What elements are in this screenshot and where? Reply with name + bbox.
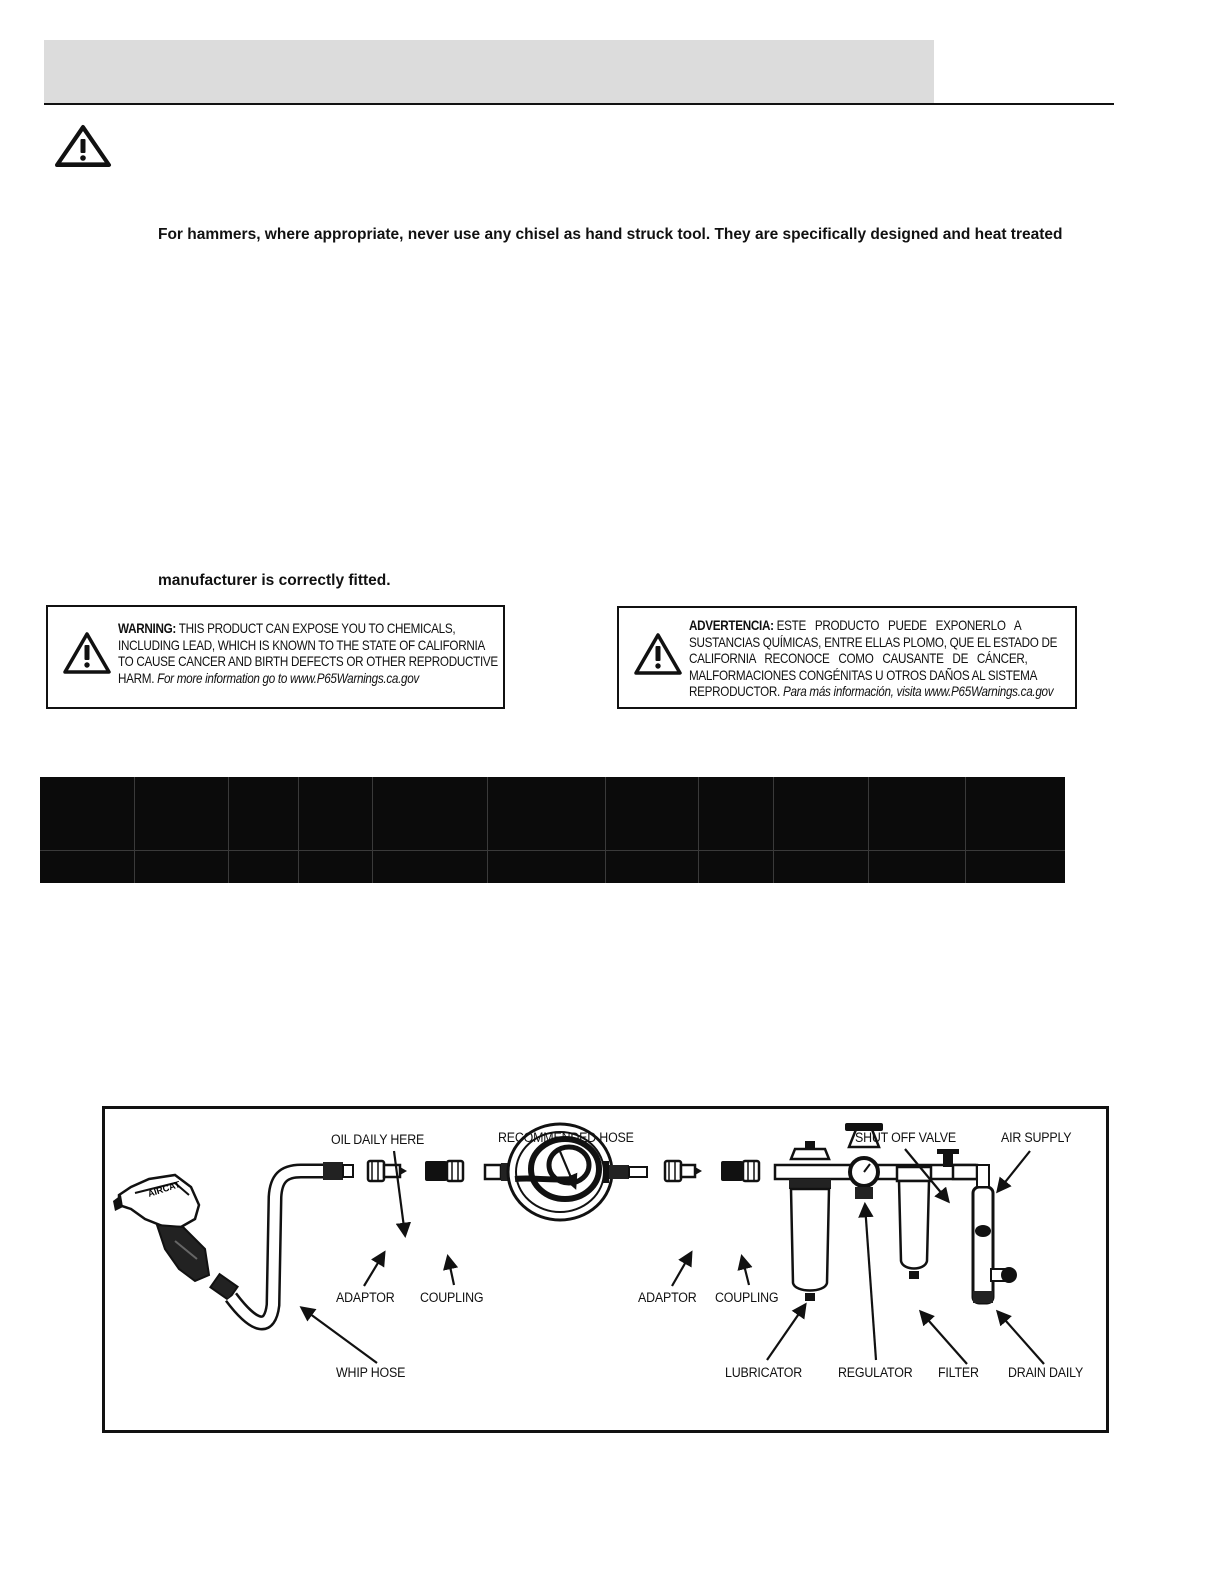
table-header-cell xyxy=(40,777,134,850)
air-system-illustration xyxy=(105,1109,1106,1430)
table-cell xyxy=(965,850,1065,883)
coupling-icon xyxy=(721,1161,759,1181)
label-lubricator: LUBRICATOR xyxy=(725,1365,803,1380)
adaptor-icon xyxy=(665,1161,702,1181)
prop65-info-link-text: Para más información, visita www.P65Warnings.ca.gov xyxy=(782,684,1054,699)
table-cell xyxy=(487,850,605,883)
impact-wrench-icon xyxy=(113,1175,209,1281)
table-cell xyxy=(868,850,965,883)
table-cell xyxy=(698,850,773,883)
label-coupling: COUPLING xyxy=(420,1290,484,1305)
prop65-info-link-text: For more information go to www.P65Warnings.ca.gov xyxy=(157,670,419,686)
table-cell xyxy=(228,850,298,883)
warning-triangle-icon xyxy=(633,632,683,676)
table-header-cell xyxy=(605,777,698,850)
label-recommended-hose: RECOMMENDED HOSE xyxy=(498,1130,634,1145)
table-cell xyxy=(298,850,372,883)
table-row xyxy=(40,850,1065,883)
warning-triangle-icon xyxy=(54,124,112,168)
table-header-cell xyxy=(134,777,228,850)
table-cell xyxy=(773,850,868,883)
prop65-line: INCLUDING LEAD, WHICH IS KNOWN TO THE STATE OF CALIFORNIA xyxy=(118,637,485,653)
prop65-heading: WARNING: xyxy=(118,621,176,636)
section-header-band xyxy=(44,40,934,104)
header-rule xyxy=(44,103,1114,105)
label-oil-daily-here: OIL DAILY HERE xyxy=(331,1132,425,1147)
prop65-line: TO CAUSE CANCER AND BIRTH DEFECTS OR OTHER REPRODUCTIVE xyxy=(118,654,498,669)
label-adaptor: ADAPTOR xyxy=(638,1290,697,1305)
table-header-cell xyxy=(372,777,487,850)
label-adaptor: ADAPTOR xyxy=(336,1290,395,1305)
table-cell xyxy=(372,850,487,883)
prop65-spanish-text xyxy=(689,618,1057,701)
svg-text:AIRCAT: AIRCAT xyxy=(146,1179,182,1199)
prop65-line: HARM. xyxy=(118,670,155,686)
warning-triangle-icon xyxy=(62,631,112,675)
table-header-cell xyxy=(965,777,1065,850)
label-coupling: COUPLING xyxy=(715,1290,779,1305)
prop65-warning-spanish xyxy=(617,606,1077,709)
prop65-warning-english xyxy=(46,605,505,709)
table-header-cell xyxy=(698,777,773,850)
table-cell xyxy=(605,850,698,883)
label-drain-daily: DRAIN DAILY xyxy=(1008,1365,1084,1380)
specification-table xyxy=(40,777,1065,883)
adaptor-icon xyxy=(368,1161,407,1181)
safety-text-hammers: For hammers, where appropriate, never use any chisel as hand struck tool. They are specifically designed and heat treated xyxy=(158,226,1063,243)
table-header-cell xyxy=(228,777,298,850)
label-shut-off-valve: SHUT OFF VALVE xyxy=(855,1130,956,1145)
label-regulator: REGULATOR xyxy=(838,1365,913,1380)
prop65-line: REPRODUCTOR. xyxy=(689,684,781,699)
coupling-icon xyxy=(425,1161,463,1181)
prop65-line: MALFORMACIONES CONGÉNITAS U OTROS DAÑOS AL SISTEMA xyxy=(689,667,1038,683)
safety-text-manufacturer: manufacturer is correctly fitted. xyxy=(158,572,391,589)
air-system-diagram xyxy=(102,1106,1109,1433)
prop65-line: CALIFORNIA RECONOCE COMO CAUSANTE DE CÁNCER, xyxy=(689,651,1028,666)
table-header-cell xyxy=(298,777,372,850)
prop65-line: SUSTANCIAS QUÍMICAS, ENTRE ELLAS PLOMO, QUE EL ESTADO DE xyxy=(689,634,1058,650)
prop65-line: ESTE PRODUCTO PUEDE EXPONERLO A xyxy=(776,618,1022,633)
label-whip-hose: WHIP HOSE xyxy=(336,1365,406,1380)
whip-hose-icon xyxy=(210,1162,353,1323)
table-cell xyxy=(134,850,228,883)
label-filter: FILTER xyxy=(938,1365,979,1380)
prop65-line: THIS PRODUCT CAN EXPOSE YOU TO CHEMICALS, xyxy=(178,621,456,636)
table-header-row xyxy=(40,777,1065,850)
label-air-supply: AIR SUPPLY xyxy=(1001,1130,1072,1145)
prop65-english-text xyxy=(118,621,498,687)
table-header-cell xyxy=(773,777,868,850)
frl-unit-icon xyxy=(775,1123,1017,1303)
table-cell xyxy=(40,850,134,883)
table-header-cell xyxy=(868,777,965,850)
table-header-cell xyxy=(487,777,605,850)
prop65-heading: ADVERTENCIA: xyxy=(689,618,774,633)
